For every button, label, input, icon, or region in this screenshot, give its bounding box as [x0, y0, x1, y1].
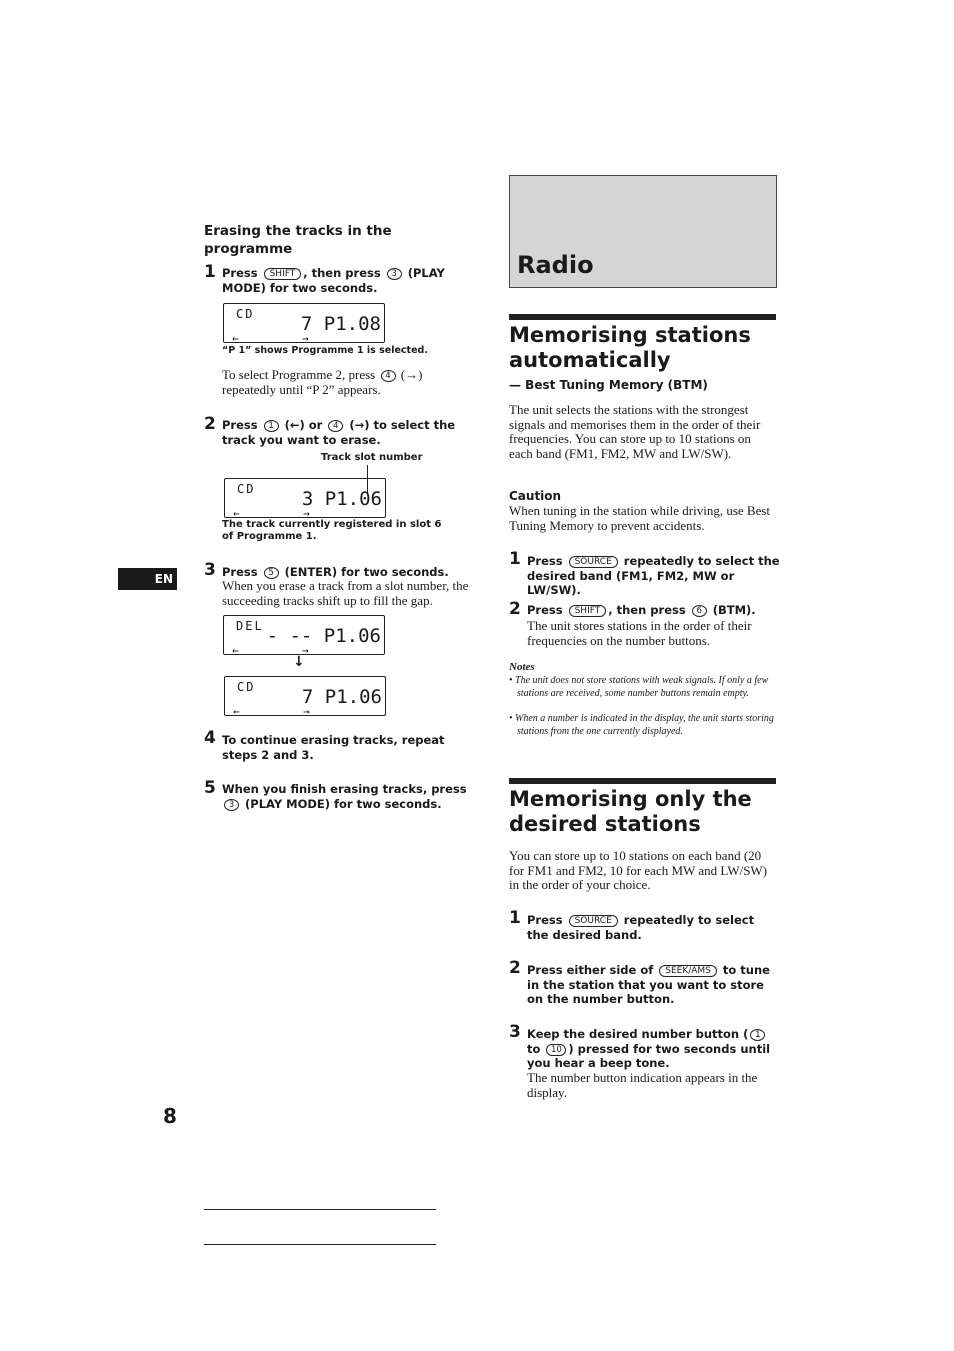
step-body: The number button indication appears in the display. [527, 1070, 758, 1100]
lcd-display: CD 7 P1.06 ← → [224, 676, 386, 716]
source-key-icon: SOURCE [569, 556, 618, 568]
step-number: 3 [509, 1022, 521, 1042]
step-number: 1 [509, 908, 521, 928]
section-subheading: Erasing the tracks in the programme [204, 223, 392, 257]
step-number: 2 [204, 414, 216, 434]
step-number: 2 [509, 958, 521, 978]
arrow-right-icon: → [302, 332, 309, 345]
button-4-icon: 4 [381, 370, 396, 382]
step-text: Keep the desired number button ( 1 to 10 ) pressed for two seconds until you hear a beep tone. [527, 1027, 771, 1070]
button-3-icon: 3 [387, 268, 402, 280]
page-number: 8 [163, 1104, 177, 1128]
caution-text: When tuning in the station while driving, use Best Tuning Memory to prevent accidents. [509, 503, 771, 533]
button-6-icon: 6 [692, 605, 707, 617]
step-text: Press SHIFT , then press 6 (BTM). [527, 603, 756, 617]
lcd-display: CD 3 P1.06 ← → [224, 478, 386, 518]
language-tab: EN [118, 568, 177, 590]
section-heading: Memorising only the desired stations [509, 787, 752, 836]
notes-heading: Notes [509, 661, 535, 673]
step-number: 4 [204, 728, 216, 748]
lcd-display: DEL - -- P1.06 ← → [223, 615, 385, 655]
lcd-display: CD 7 P1.08 ← → [223, 303, 385, 343]
step-text: Press 5 (ENTER) for two seconds. [222, 565, 449, 579]
section-intro: The unit selects the stations with the strongest signals and memorises them in the order of their frequencies. You can store up to 10 stations on each band (FM1, FM2, MW and LW/SW). [509, 402, 761, 461]
divider [204, 1244, 436, 1245]
step-text: When you finish erasing tracks, press 3 (PLAY MODE) for two seconds. [222, 782, 467, 811]
step-number: 1 [204, 262, 216, 282]
arrow-left-icon: ← [233, 705, 240, 718]
step-text: To continue erasing tracks, repeat steps 2 and 3. [222, 733, 445, 762]
section-rule [509, 778, 776, 784]
arrow-left-icon: ← [232, 644, 239, 657]
step-text: Press SOURCE repeatedly to select the desired band. [527, 913, 755, 942]
seek-ams-key-icon: SEEK/AMS [659, 965, 717, 977]
button-1-icon: 1 [264, 420, 279, 432]
note-item: • The unit does not store stations with weak signals. If only a few stations are received, some number buttons remain empty. [509, 675, 769, 699]
section-intro: You can store up to 10 stations on each band (20 for FM1 and FM2, 10 for each MW and LW/SW) in the order of your choice. [509, 848, 768, 892]
display-caption: “P 1” shows Programme 1 is selected. [222, 345, 428, 356]
step-text: Press SOURCE repeatedly to select the desired band (FM1, FM2, MW or LW/SW). [527, 554, 780, 597]
shift-key-icon: SHIFT [264, 268, 302, 280]
caution-heading: Caution [509, 489, 562, 503]
section-heading: Memorising stations automatically [509, 323, 751, 372]
display-caption: The track currently registered in slot 6 of Programme 1. [222, 519, 442, 542]
note-item: • When a number is indicated in the display, the unit starts storing stations from the one currently displayed. [509, 713, 774, 737]
divider [204, 1209, 436, 1210]
step-text: Press SHIFT , then press 3 (PLAY MODE) for two seconds. [222, 266, 445, 295]
chapter-title-box [509, 175, 777, 288]
button-3-icon: 3 [224, 799, 239, 811]
button-5-icon: 5 [264, 567, 279, 579]
arrow-left-icon: ← [232, 332, 239, 345]
step-number: 3 [204, 560, 216, 580]
arrow-right-icon: → [303, 507, 310, 520]
step-number: 1 [509, 549, 521, 569]
track-slot-label: Track slot number [321, 452, 423, 463]
step-body: When you erase a track from a slot number, the succeeding tracks shift up to fill the gap. [222, 578, 469, 608]
step-text: Press 1 (←) or 4 (→) to select the track you want to erase. [222, 418, 456, 447]
button-1-icon: 1 [750, 1029, 765, 1041]
section-rule [509, 314, 776, 320]
step-number: 2 [509, 599, 521, 619]
chapter-title: Radio [517, 251, 594, 279]
step-text: Press either side of SEEK/AMS to tune in the station that you want to store on the number button. [527, 963, 770, 1006]
shift-key-icon: SHIFT [569, 605, 607, 617]
button-10-icon: 10 [546, 1044, 566, 1056]
section-subtitle: — Best Tuning Memory (BTM) [509, 378, 708, 392]
select-programme-text: To select Programme 2, press 4 (→) repeatedly until “P 2” appears. [222, 367, 423, 397]
arrow-left-icon: ← [233, 507, 240, 520]
arrow-right-icon: → [303, 705, 310, 718]
step-body: The unit stores stations in the order of their frequencies on the number buttons. [527, 618, 752, 648]
button-4-icon: 4 [328, 420, 343, 432]
step-number: 5 [204, 778, 216, 798]
arrow-right-icon: → [302, 644, 309, 657]
arrow-down-icon: ↓ [293, 654, 305, 670]
source-key-icon: SOURCE [569, 915, 618, 927]
